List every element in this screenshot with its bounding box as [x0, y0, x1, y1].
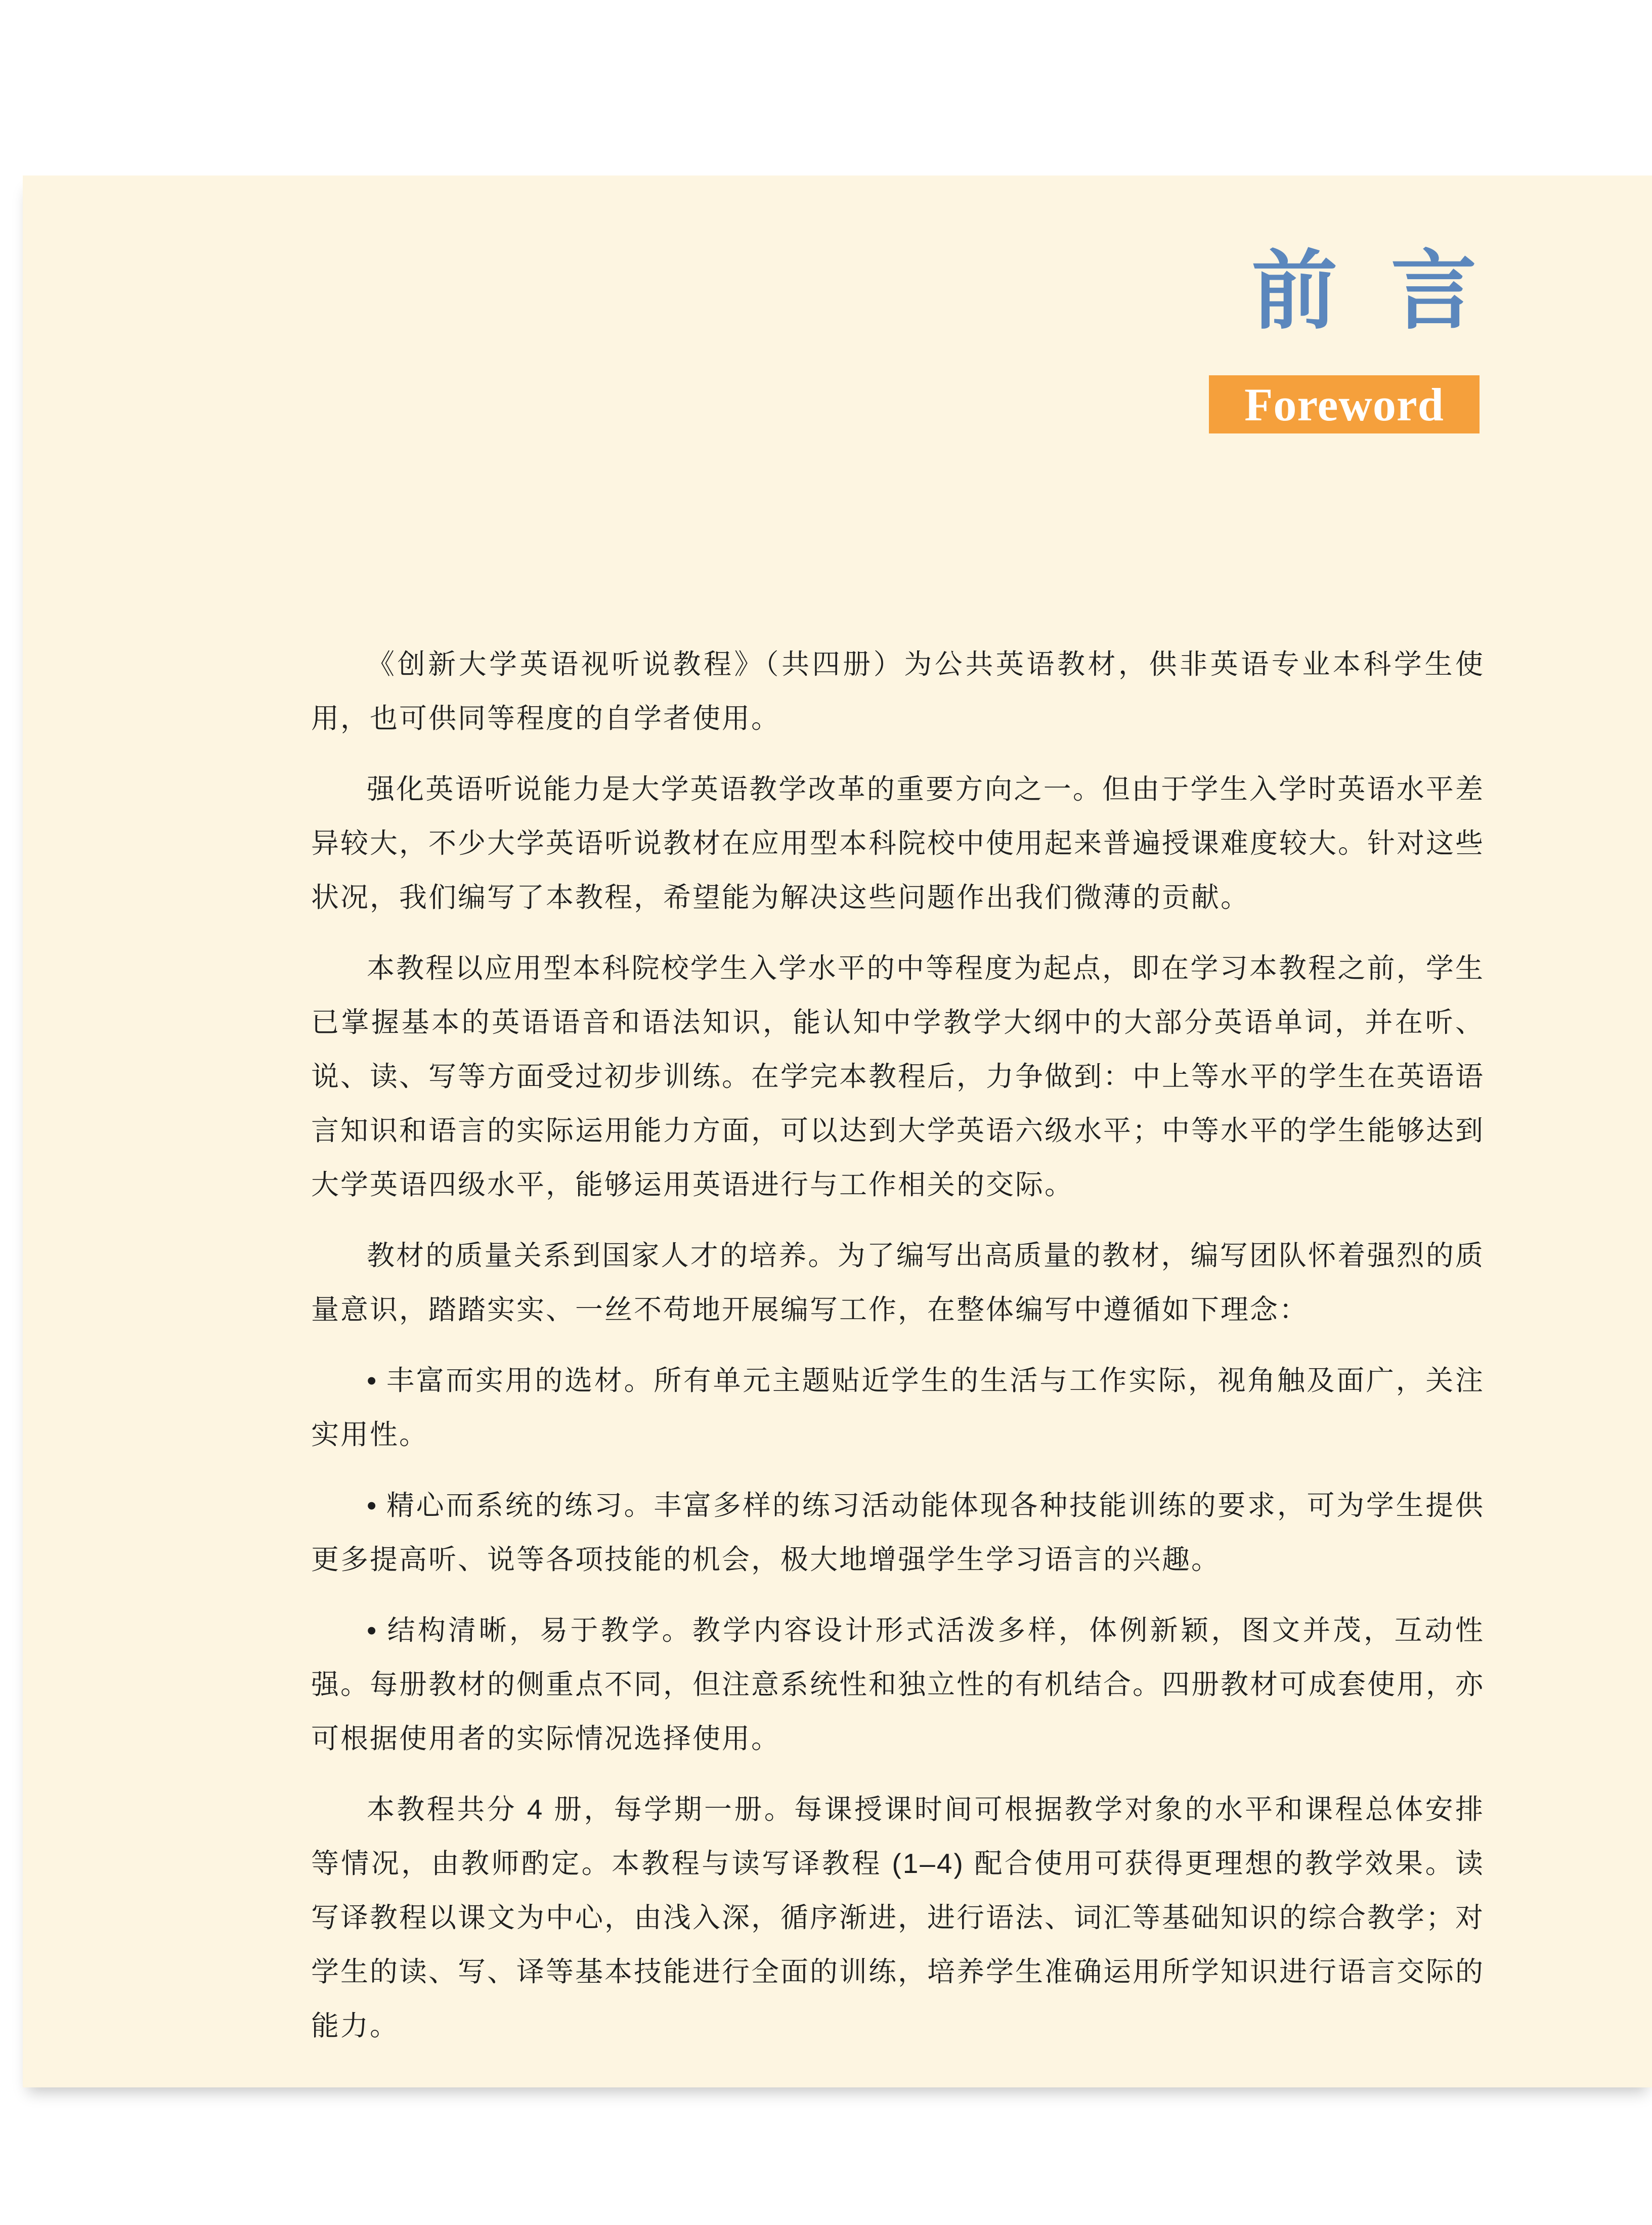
foreword-badge-label: Foreword — [1244, 378, 1444, 430]
bullet-item-3-text: 结构清晰，易于教学。教学内容设计形式活泼多样，体例新颖，图文并茂，互动性强。每册教材的侧重点不同，但注意系统性和独立性的有机结合。四册教材可成套使用，亦可根据使用者的实际情况选择使用。 — [311, 1615, 1485, 1754]
paragraph-4: 教材的质量关系到国家人才的培养。为了编写出高质量的教材，编写团队怀着强烈的质量意识，踏踏实实、一丝不苟地开展编写工作，在整体编写中遵循如下理念： — [311, 1240, 1485, 1325]
bullet-item-3 — [311, 1603, 1485, 1766]
foreword-text — [311, 637, 1485, 2053]
book-page — [23, 176, 1652, 2087]
bullet-item-2-text: 精心而系统的练习。丰富多样的练习活动能体现各种技能训练的要求，可为学生提供更多提高听、说等各项技能的机会，极大地增强学生学习语言的兴趣。 — [311, 1490, 1485, 1575]
bullet-dot-icon: • — [367, 1490, 378, 1521]
bullet-item-1-text: 丰富而实用的选材。所有单元主题贴近学生的生活与工作实际，视角触及面广，关注实用性。 — [311, 1365, 1485, 1450]
bullet-item-1 — [311, 1354, 1485, 1462]
paragraph-3: 本教程以应用型本科院校学生入学水平的中等程度为起点，即在学习本教程之前，学生已掌握基本的英语语音和语法知识，能认知中学教学大纲中的大部分英语单词，并在听、说、读、写等方面受过初步训练。在学完本教程后，力争做到：中上等水平的学生在英语语言知识和语言的实际运用能力方面，可以达到大学英语六级水平；中等水平的学生能够达到大学英语四级水平，能够运用英语进行与工作相关的交际。 — [311, 952, 1485, 1200]
paragraph-2: 强化英语听说能力是大学英语教学改革的重要方向之一。但由于学生入学时英语水平差异较大，不少大学英语听说教材在应用型本科院校中使用起来普遍授课难度较大。针对这些状况，我们编写了本教程，希望能为解决这些问题作出我们微薄的贡献。 — [311, 773, 1485, 913]
bullet-dot-icon: • — [367, 1615, 378, 1646]
foreword-badge — [1209, 375, 1480, 433]
bullet-item-2 — [311, 1478, 1485, 1587]
page-title: 前言 — [1251, 243, 1530, 339]
bullet-dot-icon: • — [367, 1365, 378, 1396]
paragraph-1: 《创新大学英语视听说教程》（共四册）为公共英语教材，供非英语专业本科学生使用，也可供同等程度的自学者使用。 — [311, 648, 1485, 734]
paragraph-5: 本教程共分 4 册，每学期一册。每课授课时间可根据教学对象的水平和课程总体安排等情况，由教师酌定。本教程与读写译教程 (1–4) 配合使用可获得更理想的教学效果。读写译教程以课文为中心，由浅入深，循序渐进，进行语法、词汇等基础知识的综合教学；对学生的读、写、译等基本技能进行全面的训练，培养学生准确运用所学知识进行语言交际的能力。 — [311, 1794, 1485, 2041]
